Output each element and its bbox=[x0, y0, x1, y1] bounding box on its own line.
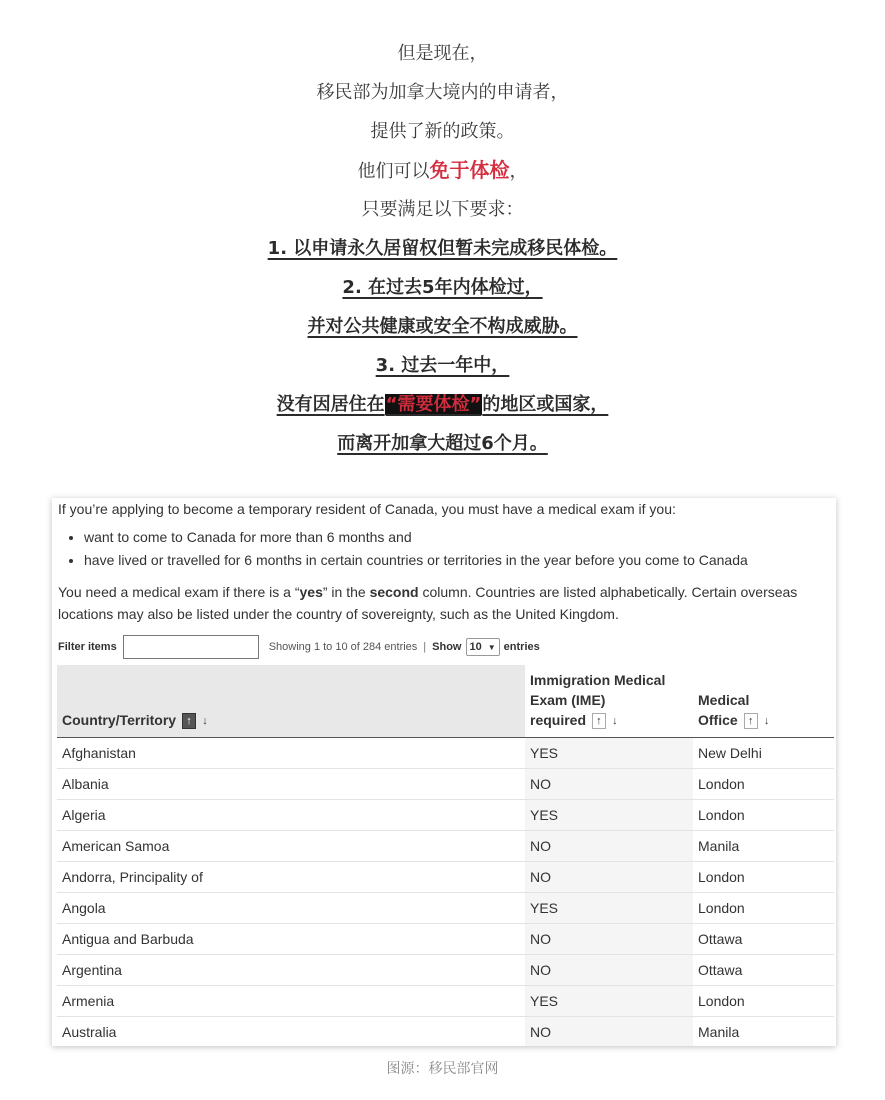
cell-country: Antigua and Barbuda bbox=[57, 924, 525, 955]
column-label: required bbox=[530, 712, 587, 728]
cell-country: Andorra, Principality of bbox=[57, 862, 525, 893]
article-body bbox=[0, 34, 885, 463]
table-header-row bbox=[57, 665, 834, 738]
cell-office: London bbox=[693, 769, 834, 800]
cell-ime: NO bbox=[525, 862, 693, 893]
text-fragment: column. Countries are listed alphabetically. Certain overseas locations may also be listed under the country of sovereignty, such as the United Kingdom. bbox=[58, 584, 798, 622]
table-row bbox=[57, 893, 834, 924]
cell-country: Australia bbox=[57, 1017, 525, 1047]
exam-required-highlight: “需要体检” bbox=[385, 394, 482, 415]
filter-input[interactable] bbox=[123, 635, 259, 659]
requirement-2-cont bbox=[0, 307, 885, 346]
show-label: Show bbox=[432, 641, 462, 653]
cell-country: Angola bbox=[57, 893, 525, 924]
note-text bbox=[58, 581, 828, 625]
column-label: Office bbox=[698, 712, 738, 728]
page-size-value: 10 bbox=[469, 641, 482, 653]
table-row bbox=[57, 738, 834, 769]
cell-country: Armenia bbox=[57, 986, 525, 1017]
text-fragment: 没有因居住在 bbox=[276, 394, 385, 415]
table-row bbox=[57, 955, 834, 986]
text-fragment: yes bbox=[299, 584, 323, 600]
table-row bbox=[57, 986, 834, 1017]
entries-label: entries bbox=[503, 641, 540, 653]
cell-ime: NO bbox=[525, 831, 693, 862]
chevron-down-icon: ▼ bbox=[487, 642, 496, 652]
text-fragment: 他们可以 bbox=[357, 161, 430, 182]
text-fragment: You need a medical exam if there is a “ bbox=[58, 584, 300, 600]
cell-country: Afghanistan bbox=[57, 738, 525, 769]
table-row bbox=[57, 862, 834, 893]
text-line: 只要满足以下要求： bbox=[361, 199, 524, 220]
countries-table bbox=[57, 665, 834, 1046]
column-label: Country/Territory bbox=[62, 712, 177, 728]
column-office[interactable] bbox=[693, 665, 834, 738]
bullet-list bbox=[58, 526, 748, 572]
cell-office: London bbox=[693, 800, 834, 831]
sort-desc-icon[interactable]: ↓ bbox=[202, 715, 208, 728]
table-controls bbox=[58, 634, 540, 660]
exemption-highlight: 免于体检 bbox=[429, 158, 510, 182]
entries-info: Showing 1 to 10 of 284 entries bbox=[268, 641, 418, 653]
text-fragment: ， bbox=[509, 161, 528, 182]
text-line: 移民部为加拿大境内的申请者， bbox=[316, 82, 569, 103]
text-line bbox=[0, 151, 885, 190]
column-ime[interactable] bbox=[525, 665, 693, 738]
cell-office: London bbox=[693, 893, 834, 924]
page-size-select[interactable] bbox=[466, 638, 500, 656]
filter-label: Filter items bbox=[58, 641, 117, 653]
cell-ime: NO bbox=[525, 769, 693, 800]
table-row bbox=[57, 800, 834, 831]
column-label: Immigration Medical bbox=[530, 672, 666, 688]
requirement-text: 1. 以申请永久居留权但暂未完成移民体检。 bbox=[267, 238, 618, 259]
text-fragment: ” in the bbox=[322, 584, 370, 600]
cell-office: Ottawa bbox=[693, 955, 834, 986]
cell-country: American Samoa bbox=[57, 831, 525, 862]
text-line: 但是现在， bbox=[397, 43, 488, 64]
cell-office: New Delhi bbox=[693, 738, 834, 769]
cell-office: London bbox=[693, 986, 834, 1017]
text-fragment: 的地区或国家， bbox=[482, 394, 609, 415]
table-row bbox=[57, 1017, 834, 1047]
intro-text: If you’re applying to become a temporary resident of Canada, you must have a medical exam if you: bbox=[58, 501, 676, 517]
table-row bbox=[57, 831, 834, 862]
table-row bbox=[57, 924, 834, 955]
cell-office: Manila bbox=[693, 831, 834, 862]
image-caption: 图源：移民部官网 bbox=[386, 1061, 499, 1077]
requirement-text: 而离开加拿大超过6个月。 bbox=[337, 433, 548, 454]
requirement-text: 并对公共健康或安全不构成威胁。 bbox=[307, 316, 578, 337]
cell-ime: NO bbox=[525, 1017, 693, 1047]
sort-desc-icon[interactable]: ↓ bbox=[612, 715, 618, 728]
sort-asc-icon[interactable]: ↑ bbox=[592, 713, 606, 729]
requirement-3-end bbox=[0, 424, 885, 463]
requirement-1 bbox=[0, 229, 885, 268]
cell-country: Algeria bbox=[57, 800, 525, 831]
cell-ime: NO bbox=[525, 924, 693, 955]
embedded-screenshot bbox=[52, 498, 836, 1046]
cell-office: Ottawa bbox=[693, 924, 834, 955]
column-label: Medical bbox=[698, 692, 750, 708]
cell-ime: YES bbox=[525, 800, 693, 831]
requirement-2 bbox=[0, 268, 885, 307]
requirement-3-cont bbox=[0, 385, 885, 424]
requirement-3 bbox=[0, 346, 885, 385]
cell-ime: YES bbox=[525, 893, 693, 924]
list-item: • have lived or travelled for 6 months in certain countries or territories in the year before you come to Canada bbox=[84, 549, 748, 572]
sort-desc-icon[interactable]: ↓ bbox=[763, 715, 770, 728]
column-label: Exam (IME) bbox=[530, 692, 606, 708]
requirement-text bbox=[277, 394, 609, 415]
sort-asc-icon[interactable]: ↑ bbox=[744, 713, 758, 729]
sort-asc-icon[interactable]: ↑ bbox=[182, 713, 196, 729]
cell-ime: YES bbox=[525, 986, 693, 1017]
cell-office: Manila bbox=[693, 1017, 834, 1047]
table-row bbox=[57, 769, 834, 800]
requirement-text: 2. 在过去5年内体检过， bbox=[342, 277, 543, 298]
cell-country: Argentina bbox=[57, 955, 525, 986]
list-item: • want to come to Canada for more than 6 months and bbox=[84, 526, 748, 549]
requirement-text: 3. 过去一年中， bbox=[375, 355, 510, 376]
divider: | bbox=[423, 641, 427, 653]
cell-country: Albania bbox=[57, 769, 525, 800]
column-country[interactable] bbox=[57, 665, 525, 738]
text-line: 提供了新的政策。 bbox=[370, 121, 515, 142]
text-fragment: second bbox=[369, 584, 419, 600]
cell-ime: NO bbox=[525, 955, 693, 986]
cell-ime: YES bbox=[525, 738, 693, 769]
cell-office: London bbox=[693, 862, 834, 893]
